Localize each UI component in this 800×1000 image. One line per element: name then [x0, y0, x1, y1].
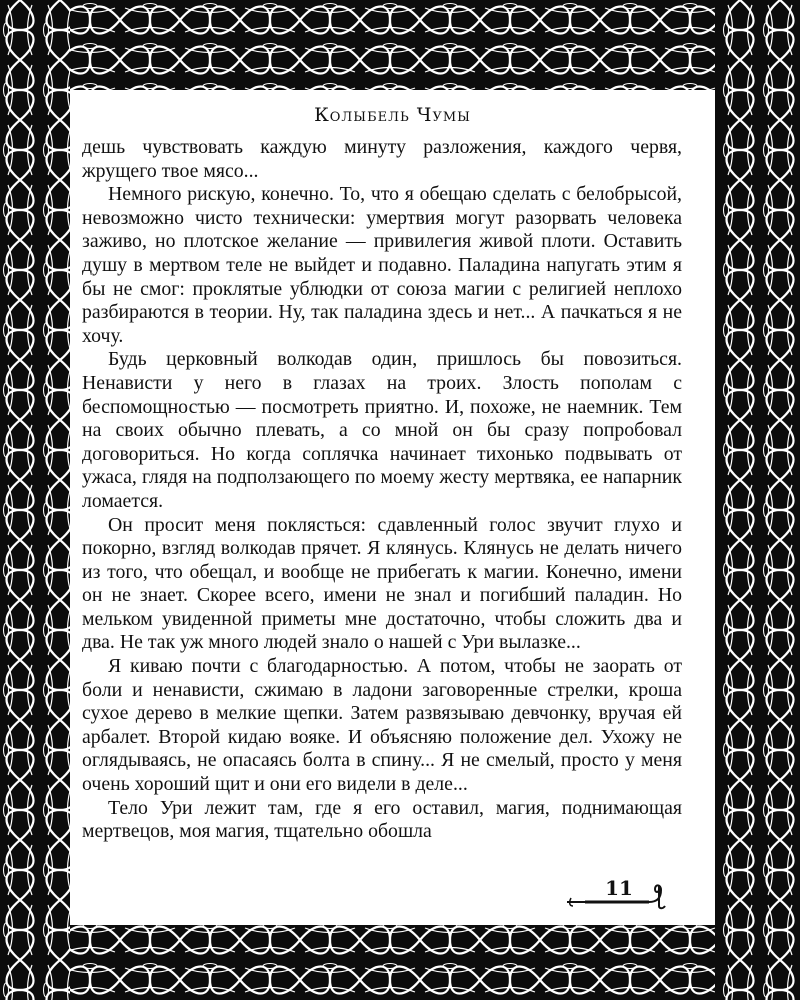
- paragraph: Он просит меня поклясться: сдавленный голос звучит глухо и покорно, взгляд волкодав прячет. Я клянусь. Клянусь не делать ничего из того, что обещал, и вообще не прибегать к магии. Конечно, имени он не знает. Скорее всего, имени не знал и погибший паладин. Но мельком увиденной приметы мне достаточно, чтобы сложить два и два. Не так уж много людей знало о нашей с Ури вылазке...: [82, 513, 682, 654]
- paragraph: дешь чувствовать каждую минуту разложения, каждого червя, жрущего твое мясо...: [82, 136, 682, 182]
- book-page: [70, 90, 715, 925]
- paragraph: Я киваю почти с благодарностью. А потом, чтобы не заорать от боли и ненависти, сжимаю в ладони заговоренные стрелки, кроша сухое дерево в мелкие щепки. Затем развязываю девчонку, вручая ей арбалет. Второй кидаю вояке. И объясняю положение дел. Ухожу не оглядываясь, не опасаясь болта в спину... Я не смелый, просто у меня очень хороший щит и они его видели в деле...: [82, 655, 682, 796]
- paragraph: Немного рискую, конечно. То, что я обещаю сделать с белобрысой, невозможно чисто технически: умертвия могут разорвать человека заживо, но плотское желание — привилегия живой плоти. Оставить душу в мертвом теле не выйдет и подавно. Паладина напугать этим я бы не смог: проклятые ублюдки от союза магии с религией неплохо разбираются в теории. Ну, так паладина здесь и нет... А пачкаться я не хочу.: [82, 183, 682, 347]
- page-number-ornament: [565, 876, 675, 910]
- paragraph: Будь церковный волкодав один, пришлось бы повозиться. Ненависти у него в глазах на троих. Злость пополам с беспомощностью — посмотреть приятно. И, похоже, не наемник. Тем на своих обычно плевать, а со мной он бы сразу попробовал договориться. Но когда соплячка начинает тихонько подвывать от ужаса, глядя на подползающего по моему жесту мертвяка, ее напарник ломается.: [82, 348, 682, 512]
- running-head-title: Колыбель Чумы: [314, 104, 471, 126]
- page-number: 11: [605, 876, 633, 900]
- paragraph: Тело Ури лежит там, где я его оставил, магия, поднимающая мертвецов, моя магия, тщательно обошла: [82, 796, 682, 843]
- body-text: [82, 136, 682, 844]
